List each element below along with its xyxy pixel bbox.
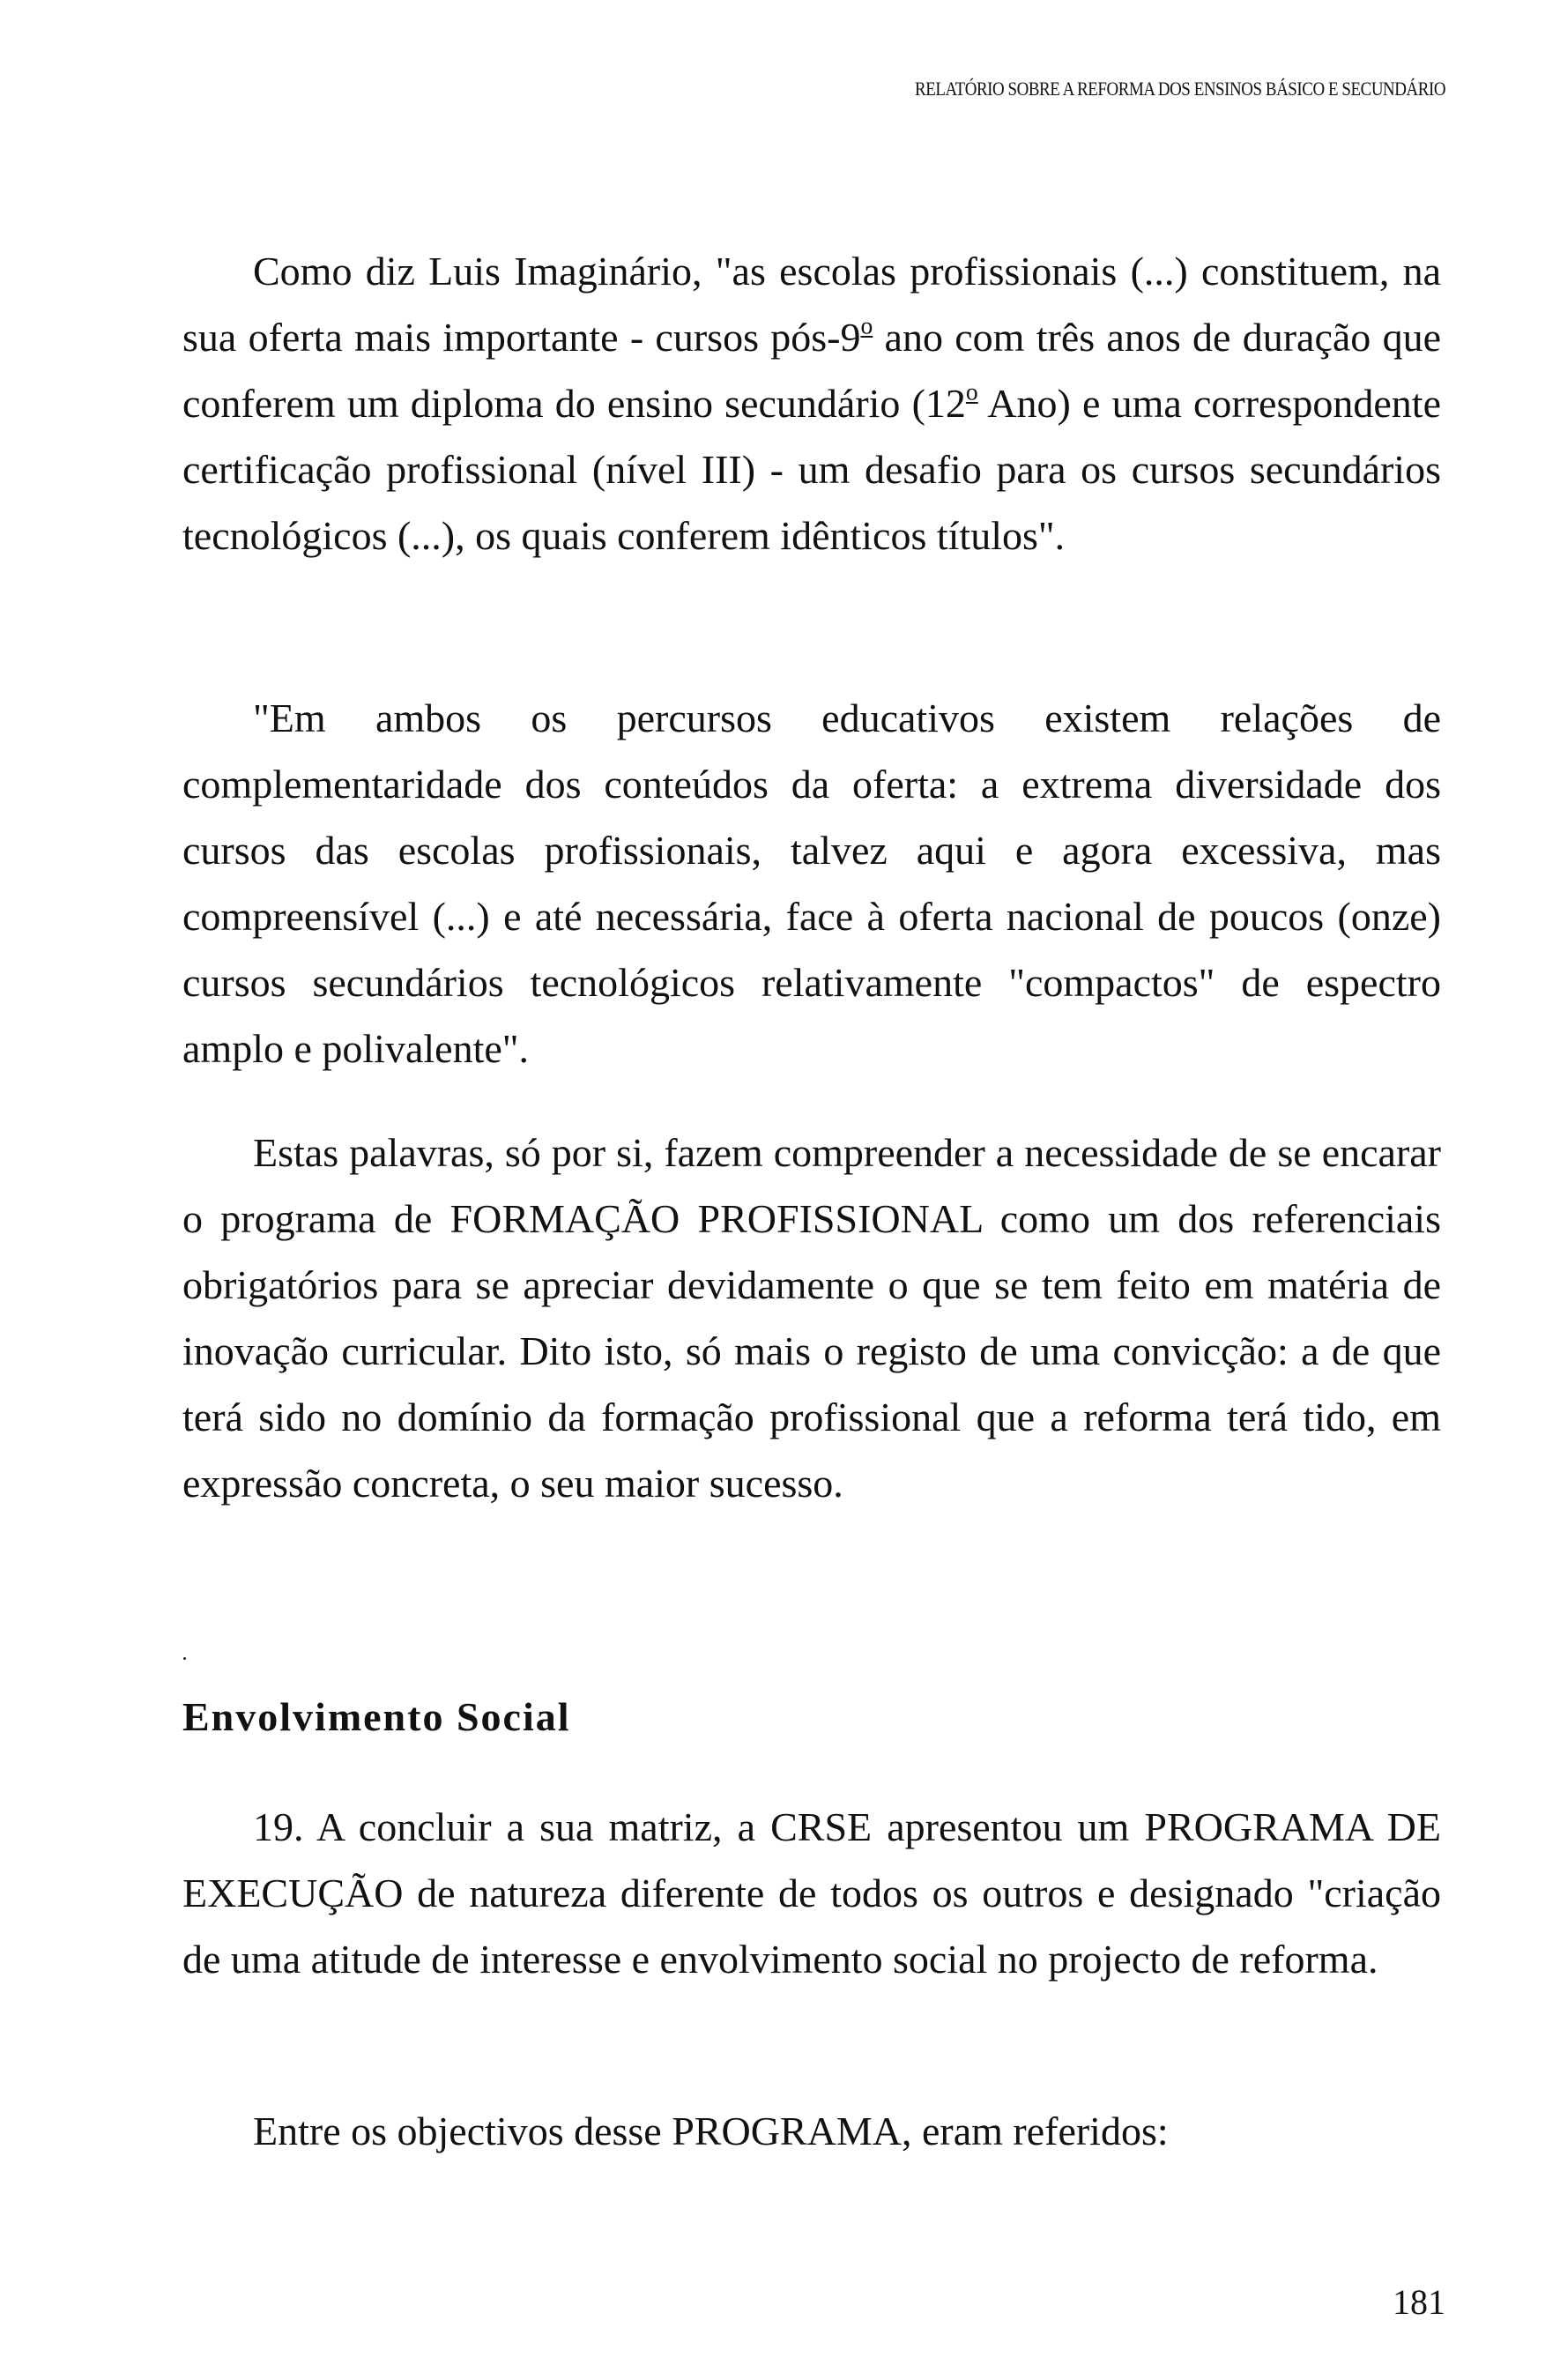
- section-heading: Envolvimento Social: [182, 1694, 571, 1739]
- paragraph-programa-execucao: 19. A concluir a sua matriz, a CRSE apresentou um PROGRAMA DE EXECUÇÃO de natureza diferente de todos os outros e designado "criação de uma atitude de interesse e envolvimento social no projecto de reforma.: [182, 1804, 1441, 1982]
- scan-artifact-dot: [183, 1657, 186, 1660]
- paragraph-quote-imaginario: [182, 238, 1441, 569]
- ordinal-indicator: o: [860, 311, 873, 339]
- ordinal-indicator: o: [965, 377, 978, 405]
- paragraph-text: Ano) e uma correspondente certificação profissional (nível III) - um desafio para os cursos secundários tecnológicos (...), os quais conferem idênticos títulos".: [182, 381, 1441, 558]
- running-header: RELATÓRIO SOBRE A REFORMA DOS ENSINOS BÁSICO E SECUNDÁRIO: [914, 78, 1445, 100]
- paragraph-complementaridade: "Em ambos os percursos educativos existem relações de complementaridade dos conteúdos da oferta: a extrema diversidade dos cursos das escolas profissionais, talvez aqui e agora excessiva, mas compreensível (...) e até necessária, face à oferta nacional de poucos (onze) cursos secundários tecnológicos relativamente "compactos" de espectro amplo e polivalente".: [182, 695, 1441, 1071]
- paragraph-formacao-profissional: Estas palavras, só por si, fazem compreender a necessidade de se encarar o programa de FORMAÇÃO PROFISSIONAL como um dos referenciais obrigatórios para se apreciar devidamente o que se tem feito em matéria de inovação curricular. Dito isto, só mais o registo de uma convicção: a de que terá sido no domínio da formação profissional que a reforma terá tido, em expressão concreta, o seu maior sucesso.: [182, 1130, 1441, 1506]
- paragraph-objectivos: Entre os objectivos desse PROGRAMA, eram referidos:: [253, 2109, 1169, 2153]
- paragraph-text: ano com três anos de duração que conferem um diploma do ensino secundário (12: [182, 315, 1441, 426]
- paragraph-text: Como diz Luis Imaginário, "as escolas profissionais (...) constituem, na sua oferta mais importante - cursos pós-9: [182, 249, 1441, 360]
- page-number: 181: [1393, 2282, 1445, 2322]
